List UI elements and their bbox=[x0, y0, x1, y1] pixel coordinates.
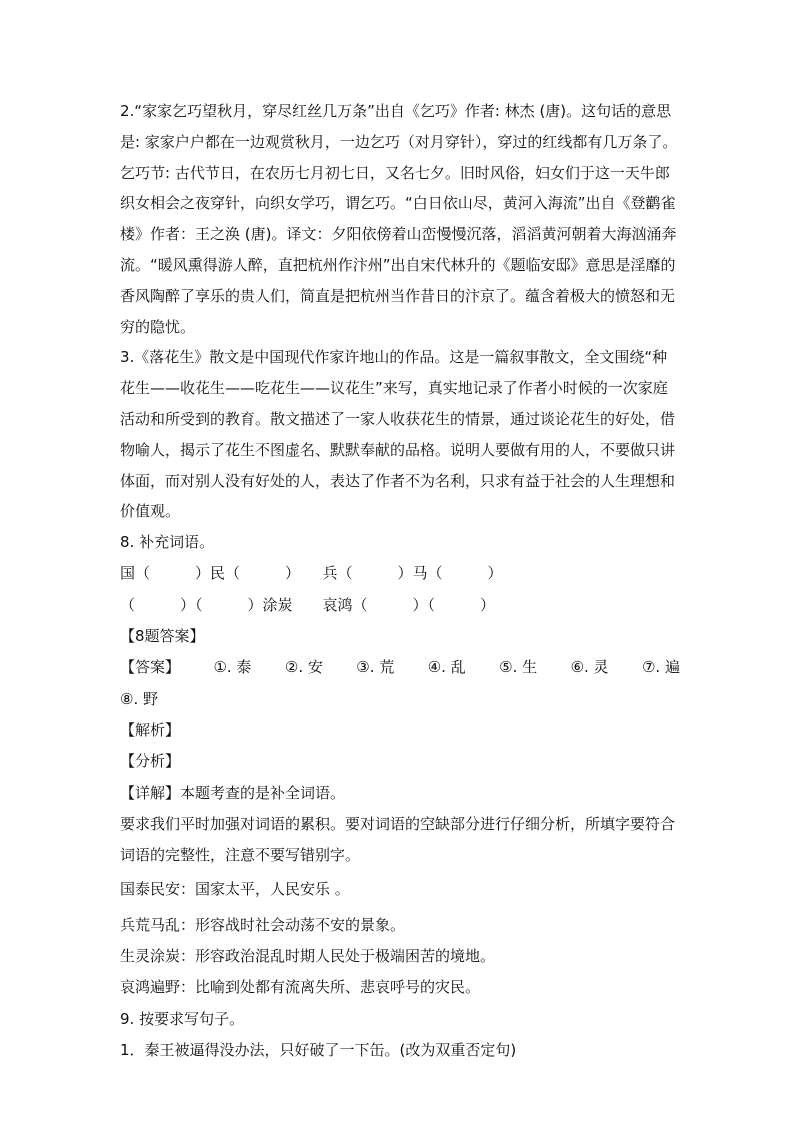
question-8-row-1: 国（ ）民（ ） 兵（ ）马（ ） bbox=[120, 564, 503, 583]
paragraph-2: 2.“家家乞巧望秋月，穿尽红丝几万条”出自《乞巧》作者: 林杰 (唐)。这句话的意思是: 家家户户都在一边观赏秋月，一边乞巧（对月穿针），穿过的红线都有几万条了。乞巧节: 古代节日，在农历七月初七日，又名七夕。旧时风俗，妇女们于这一天牛郎织女相会之夜穿针，向织女学巧，谓乞巧。“白日依山尽，黄河入海流”出自《登鹳雀楼》作者：王之涣 (唐)。译文：夕阳依傍着山峦慢慢沉落，滔滔黄河朝着大海汹涌奔流。“暖风熏得游人醉，直把杭州作汴州”出自宋代林升的《题临安邸》意思是淫靡的香风陶醉了享乐的贵人们，简直是把杭州当作昔日的汴京了。蕴含着极大的愤怒和无穷的隐忧。 bbox=[120, 102, 678, 336]
explanation-paragraph: 要求我们平时加强对词语的累积。要对词语的空缺部分进行仔细分析，所填字要符合词语的完整性，注意不要写错别字。 bbox=[120, 814, 676, 864]
definition-4: 哀鸿遍野：比喻到处都有流离失所、悲哀呼号的灾民。 bbox=[120, 978, 481, 997]
document-content bbox=[120, 96, 680, 1066]
paragraph-3: 3.《落花生》散文是中国现代作家许地山的作品。这是一篇叙事散文，全文围绕“种花生——收花生——吃花生——议花生”来写，真实地记录了作者小时候的一次家庭活动和所受到的教育。散文描述了一家人收获花生的情景，通过谈论花生的好处，借物喻人，揭示了花生不图虚名、默默奉献的品格。说明人要做有用的人，不要做只讲体面，而对别人没有好处的人，表达了作者不为名利，只求有益于社会的人生理想和价值观。 bbox=[120, 348, 676, 521]
answer-6: ⑥. 灵 bbox=[570, 658, 609, 677]
answer-2: ②. 安 bbox=[284, 658, 323, 677]
definition-3: 生灵涂炭：形容政治混乱时期人民处于极端困苦的境地。 bbox=[120, 947, 496, 966]
answer-1: ①. 泰 bbox=[213, 658, 252, 677]
answer-5: ⑤. 生 bbox=[499, 658, 538, 677]
answer-4: ④. 乱 bbox=[427, 658, 466, 677]
answer-7: ⑦. 遍 bbox=[641, 658, 680, 677]
question-8-row-2: （ ）（ ）涂炭 哀鸿（ ）（ ） bbox=[120, 595, 496, 614]
detail-line: 【详解】本题考查的是补全词语。 bbox=[120, 783, 346, 802]
answer-line bbox=[120, 652, 680, 683]
answer-8: ⑧. 野 bbox=[120, 689, 158, 708]
answer-header: 【8题答案】 bbox=[120, 627, 205, 646]
question-9-title: 9. 按要求写句子。 bbox=[120, 1009, 245, 1028]
definition-2: 兵荒马乱：形容战时社会动荡不安的景象。 bbox=[120, 915, 406, 934]
question-9-item-1: 1．秦王被逼得没办法，只好破了一下缶。(改为双重否定句) bbox=[120, 1040, 517, 1059]
definition-1: 国泰民安：国家太平，人民安乐 。 bbox=[120, 880, 350, 899]
fenxi-header: 【分析】 bbox=[120, 752, 181, 771]
answer-3: ③. 荒 bbox=[356, 658, 395, 677]
question-8-title: 8. 补充词语。 bbox=[120, 533, 215, 552]
answer-label: 【答案】 bbox=[120, 658, 181, 677]
analysis-header: 【解析】 bbox=[120, 720, 181, 739]
